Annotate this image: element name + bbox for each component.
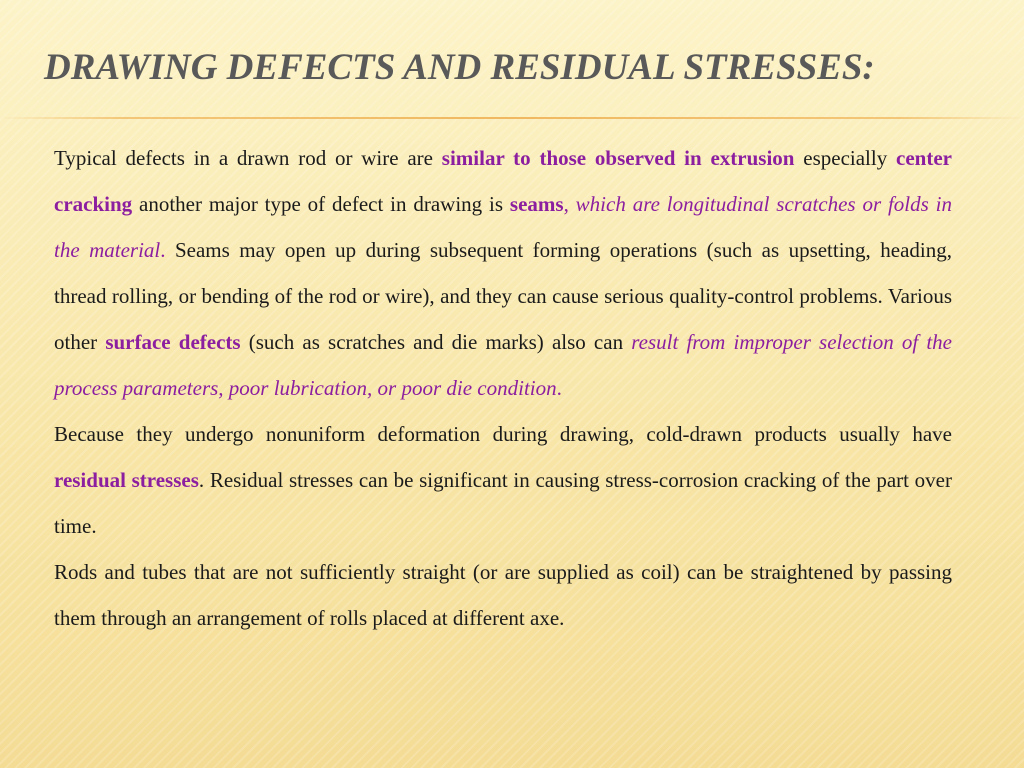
text-run: , [563, 192, 576, 216]
text-run: Rods and tubes that are not sufficiently straight (or are supplied as coil) can be straightened by passing them through an arrangement of rolls placed at different axe. [54, 560, 952, 630]
text-run: Because they undergo nonuniform deformation during drawing, cold-drawn products usually have [54, 422, 952, 446]
text-run: especially [794, 146, 897, 170]
highlight-improper-selection: result from improper selection of the process parameters, poor lubrication, or poor die condition [54, 330, 952, 400]
highlight-seams-definition: which are longitudinal scratches or folds in the material [54, 192, 953, 262]
highlight-seams: seams [509, 192, 564, 216]
text-run: another major type of defect in drawing is [132, 192, 510, 216]
paragraph-residual-stresses [54, 411, 952, 549]
title-divider [0, 117, 1024, 119]
text-run: Seams may open up during subsequent forming operations (such as upsetting, heading, thread rolling, or bending of the rod or wire), and they can cause serious quality-control problems. Various other [54, 238, 952, 354]
highlight-similar-to-extrusion: similar to those observed in extrusion [441, 146, 795, 170]
slide-body [54, 135, 952, 641]
paragraph-defects [54, 135, 952, 411]
text-run: . [160, 238, 166, 262]
paragraph-straightening [54, 549, 952, 641]
text-run: . [556, 376, 562, 400]
highlight-center-cracking: center cracking [54, 146, 952, 216]
highlight-residual-stresses: residual stresses [54, 468, 199, 492]
text-run: Typical defects in a drawn rod or wire are [54, 146, 442, 170]
text-run: (such as scratches and die marks) also can [240, 330, 632, 354]
slide-title: DRAWING DEFECTS AND RESIDUAL STRESSES: [44, 47, 875, 88]
highlight-surface-defects: surface defects [105, 330, 241, 354]
text-run: . Residual stresses can be significant in causing stress-corrosion cracking of the part over time. [54, 468, 952, 538]
